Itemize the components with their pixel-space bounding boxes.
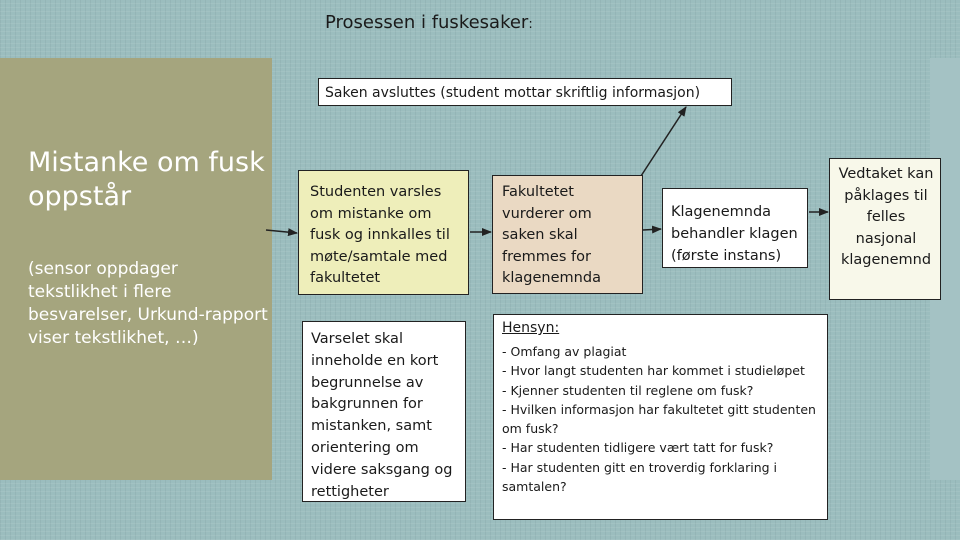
case-closed-box: Saken avsluttes (student mottar skriftlig informasjon) (318, 78, 732, 106)
arrow-to-notify (266, 230, 297, 233)
considerations-box (493, 314, 828, 520)
list-item: - Hvilken informasjon har fakultetet gitt studenten om fusk? (502, 401, 816, 437)
title-text: Prosessen i fuskesaker (325, 12, 529, 33)
suspicion-heading: Mistanke om fusk oppstår (28, 147, 265, 212)
student-notified-box: Studenten varsles om mistanke om fusk og innkalles til møte/samtale med fakultetet (298, 170, 469, 295)
considerations-list (502, 342, 823, 496)
list-item: - Hvor langt studenten har kommet i studieløpet (502, 363, 805, 379)
notice-content-box: Varselet skal inneholde en kort begrunnelse av bakgrunnen for mistanken, samt orientering om videre saksgang og rettigheter (302, 321, 466, 502)
faculty-assessment-box: Fakultetet vurderer om saken skal fremmes for klagenemnda (492, 175, 643, 294)
list-item: - Omfang av plagiat (502, 344, 627, 359)
list-item: - Kjenner studenten til reglene om fusk? (502, 382, 754, 398)
national-appeal-box: Vedtaket kan påklages til felles nasjonal klagenemnd (829, 158, 941, 300)
appeals-board-box: Klagenemnda behandler klagen (første instans) (662, 188, 808, 268)
considerations-heading: Hensyn: (502, 320, 560, 336)
arrow-to-closed (641, 107, 686, 176)
list-item: - Har studenten tidligere vært tatt for fusk? (502, 440, 774, 456)
list-item: - Har studenten gitt en troverdig forklaring i samtalen? (502, 459, 778, 495)
suspicion-detail: (sensor oppdager tekstlikhet i flere besvarelser, Urkund-rapport viser tekstlikhet, …) (28, 259, 268, 348)
arrow-to-board (643, 229, 661, 230)
title-colon: : (528, 17, 533, 32)
